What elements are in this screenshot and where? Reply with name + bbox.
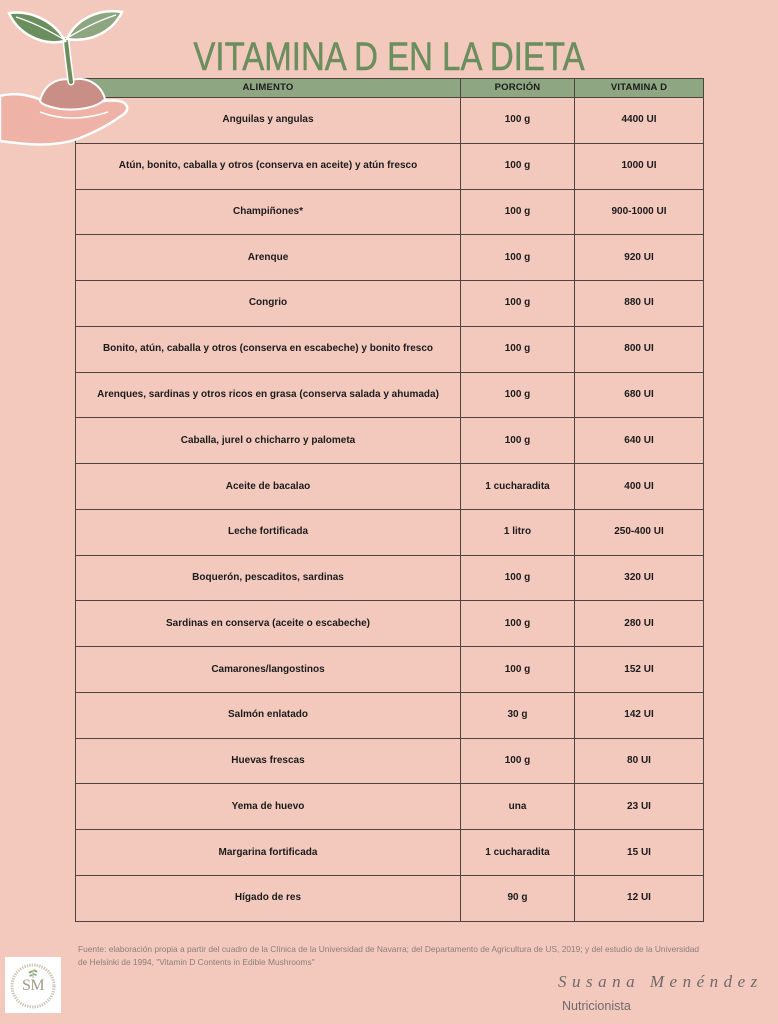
table-row <box>76 235 704 281</box>
vitamin-d-cell: 640 UI <box>575 418 704 464</box>
portion-cell: 100 g <box>461 555 575 601</box>
vitamin-d-cell: 680 UI <box>575 372 704 418</box>
portion-cell: 100 g <box>461 189 575 235</box>
table-row <box>76 784 704 830</box>
table-row <box>76 189 704 235</box>
vitamin-d-cell: 15 UI <box>575 830 704 876</box>
table-row <box>76 692 704 738</box>
table-body <box>76 98 704 922</box>
food-cell: Yema de huevo <box>76 784 461 830</box>
food-cell: Salmón enlatado <box>76 692 461 738</box>
table-row <box>76 601 704 647</box>
header-food: ALIMENTO <box>76 79 461 98</box>
vitamin-d-cell: 320 UI <box>575 555 704 601</box>
food-cell: Arenques, sardinas y otros ricos en grasa (conserva salada y ahumada) <box>76 372 461 418</box>
vitamin-d-cell: 152 UI <box>575 647 704 693</box>
table-row <box>76 326 704 372</box>
food-cell: Huevas frescas <box>76 738 461 784</box>
portion-cell: 100 g <box>461 647 575 693</box>
food-cell: Atún, bonito, caballa y otros (conserva en aceite) y atún fresco <box>76 143 461 189</box>
food-cell: Aceite de bacalao <box>76 464 461 510</box>
portion-cell: 100 g <box>461 601 575 647</box>
food-cell: Boquerón, pescaditos, sardinas <box>76 555 461 601</box>
table-row <box>76 876 704 922</box>
source-note: Fuente: elaboración propia a partir del cuadro de la Clínica de la Universidad de Navarra; del Departamento de Agricultura de US, 2019; y del estudio de la Universidad de Helsinki de 1994, "Vitamin D Contents in Edible Mushrooms" <box>78 944 700 967</box>
brand-logo <box>5 957 61 1013</box>
portion-cell: 100 g <box>461 143 575 189</box>
food-cell: Sardinas en conserva (aceite o escabeche) <box>76 601 461 647</box>
portion-cell: 100 g <box>461 418 575 464</box>
food-cell: Champiñones* <box>76 189 461 235</box>
portion-cell: 1 litro <box>461 509 575 555</box>
vitamin-d-cell: 400 UI <box>575 464 704 510</box>
vitamin-d-cell: 23 UI <box>575 784 704 830</box>
vitamin-d-cell: 250-400 UI <box>575 509 704 555</box>
table-row <box>76 647 704 693</box>
portion-cell: 100 g <box>461 281 575 327</box>
food-cell: Caballa, jurel o chicharro y palometa <box>76 418 461 464</box>
portion-cell: 1 cucharadita <box>461 830 575 876</box>
portion-cell: una <box>461 784 575 830</box>
vitamin-d-cell: 920 UI <box>575 235 704 281</box>
vitamin-d-cell: 900-1000 UI <box>575 189 704 235</box>
portion-cell: 100 g <box>461 98 575 144</box>
plant-in-hand-icon <box>0 0 135 150</box>
table-row <box>76 509 704 555</box>
table-row <box>76 372 704 418</box>
table-row <box>76 98 704 144</box>
food-cell: Camarones/langostinos <box>76 647 461 693</box>
portion-cell: 1 cucharadita <box>461 464 575 510</box>
portion-cell: 100 g <box>461 326 575 372</box>
portion-cell: 100 g <box>461 738 575 784</box>
food-cell: Bonito, atún, caballa y otros (conserva en escabeche) y bonito fresco <box>76 326 461 372</box>
page-title: VITAMINA D EN LA DIETA <box>193 34 585 79</box>
table-header-row <box>76 79 704 98</box>
header-portion: PORCIÓN <box>461 79 575 98</box>
table-row <box>76 830 704 876</box>
header-vitamin-d: VITAMINA D <box>575 79 704 98</box>
logo-initials: SM <box>21 977 45 994</box>
vitamin-d-table <box>75 78 704 922</box>
table-row <box>76 464 704 510</box>
table-row <box>76 738 704 784</box>
table-row <box>76 281 704 327</box>
food-cell: Leche fortificada <box>76 509 461 555</box>
table-row <box>76 555 704 601</box>
vitamin-d-cell: 880 UI <box>575 281 704 327</box>
signature-name: Susana Menéndez <box>558 972 763 991</box>
vitamin-d-cell: 800 UI <box>575 326 704 372</box>
food-cell: Arenque <box>76 235 461 281</box>
vitamin-d-cell: 142 UI <box>575 692 704 738</box>
table-row <box>76 143 704 189</box>
food-cell: Anguilas y angulas <box>76 98 461 144</box>
food-cell: Hígado de res <box>76 876 461 922</box>
vitamin-d-cell: 80 UI <box>575 738 704 784</box>
portion-cell: 100 g <box>461 235 575 281</box>
vitamin-d-cell: 12 UI <box>575 876 704 922</box>
table-row <box>76 418 704 464</box>
vitamin-d-cell: 4400 UI <box>575 98 704 144</box>
portion-cell: 30 g <box>461 692 575 738</box>
vitamin-d-cell: 280 UI <box>575 601 704 647</box>
food-cell: Congrio <box>76 281 461 327</box>
vitamin-d-cell: 1000 UI <box>575 143 704 189</box>
job-title: Nutricionista <box>562 999 631 1013</box>
portion-cell: 90 g <box>461 876 575 922</box>
food-cell: Margarina fortificada <box>76 830 461 876</box>
portion-cell: 100 g <box>461 372 575 418</box>
